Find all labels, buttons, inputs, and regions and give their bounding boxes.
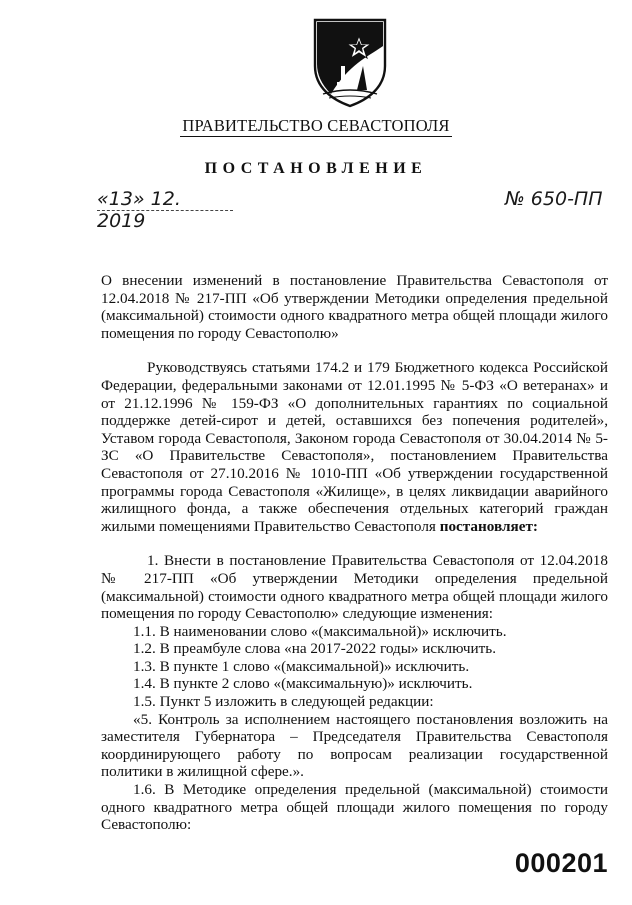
document-body [101,272,608,834]
organization-name-text: ПРАВИТЕЛЬСТВО СЕВАСТОПОЛЯ [182,116,450,135]
item-1-5-quote: «5. Контроль за исполнением настоящего постановления возложить на заместителя Губернатора – Председателя Правительства Севастополя координирующего работу по вопросам реализации государственной политики в жилищной сфере.». [101,710,608,781]
serial-number: 000201 [514,848,608,878]
sevastopol-coat-of-arms-icon [311,16,389,108]
organization-name [0,116,632,136]
document-date-text: «13» 12. 2019 [97,188,181,232]
item-1-1: 1.1. В наименовании слово «(максимальной)» исключить. [133,622,507,640]
item-1-2: 1.2. В преамбуле слова «на 2017-2022 годы» исключить. [133,640,497,658]
document-date [97,188,233,232]
document-title: О внесении изменений в постановление Правительства Севастополя от 12.04.2018 № 217-ПП «Об утверждении Методики определения предельной (максимальной) стоимости одного квадратного метра общей площади жилого помещения по городу Севастополю» [101,272,608,342]
document-number: № 650-ПП [505,188,603,210]
item-1-4: 1.4. В пункте 2 слово «(максимальную)» исключить. [133,675,473,693]
item-1-6: 1.6. В Методике определения предельной (максимальной) стоимости одного квадратного метра общей площади жилого помещения по городу Севастополю: [101,781,608,834]
document-type: ПОСТАНОВЛЕНИЕ [204,160,428,177]
item-1-3: 1.3. В пункте 1 слово «(максимальной)» исключить. [133,657,470,675]
preamble-text: Руководствуясь статьями 174.2 и 179 Бюджетного кодекса Российской Федерации, федеральными законами от 12.01.1995 № 5-ФЗ «О ветеранах» и от 21.12.1996 № 159-ФЗ «О дополнительных гарантиях по социальной поддержке детей-сирот и детей, оставшихся без попечения родителей», Уставом города Севастополя, Законом города Севастополя от 30.04.2014 № 5-ЗС «О Правительстве Севастополя», постановлением Правительства Севастополя от 27.10.2016 № 1010-ПП «Об утверждении государственной программы города Севастополя «Жилище», в целях ликвидации аварийного жилищного фонда, а также обеспечения отдельных категорий граждан жилыми помещениями Правительство Севастополя [101,359,608,535]
date-underline [97,210,233,211]
preamble [101,359,608,535]
decree-word: постановляет: [439,517,538,535]
item-1-5: 1.5. Пункт 5 изложить в следующей редакции: [133,693,434,711]
item-1: 1. Внести в постановление Правительства Севастополя от 12.04.2018 № 217-ПП «Об утверждении Методики определения предельной (максимальной) стоимости одного квадратного метра общей площади жилого помещения по городу Севастополю» следующие изменения: [101,552,608,623]
